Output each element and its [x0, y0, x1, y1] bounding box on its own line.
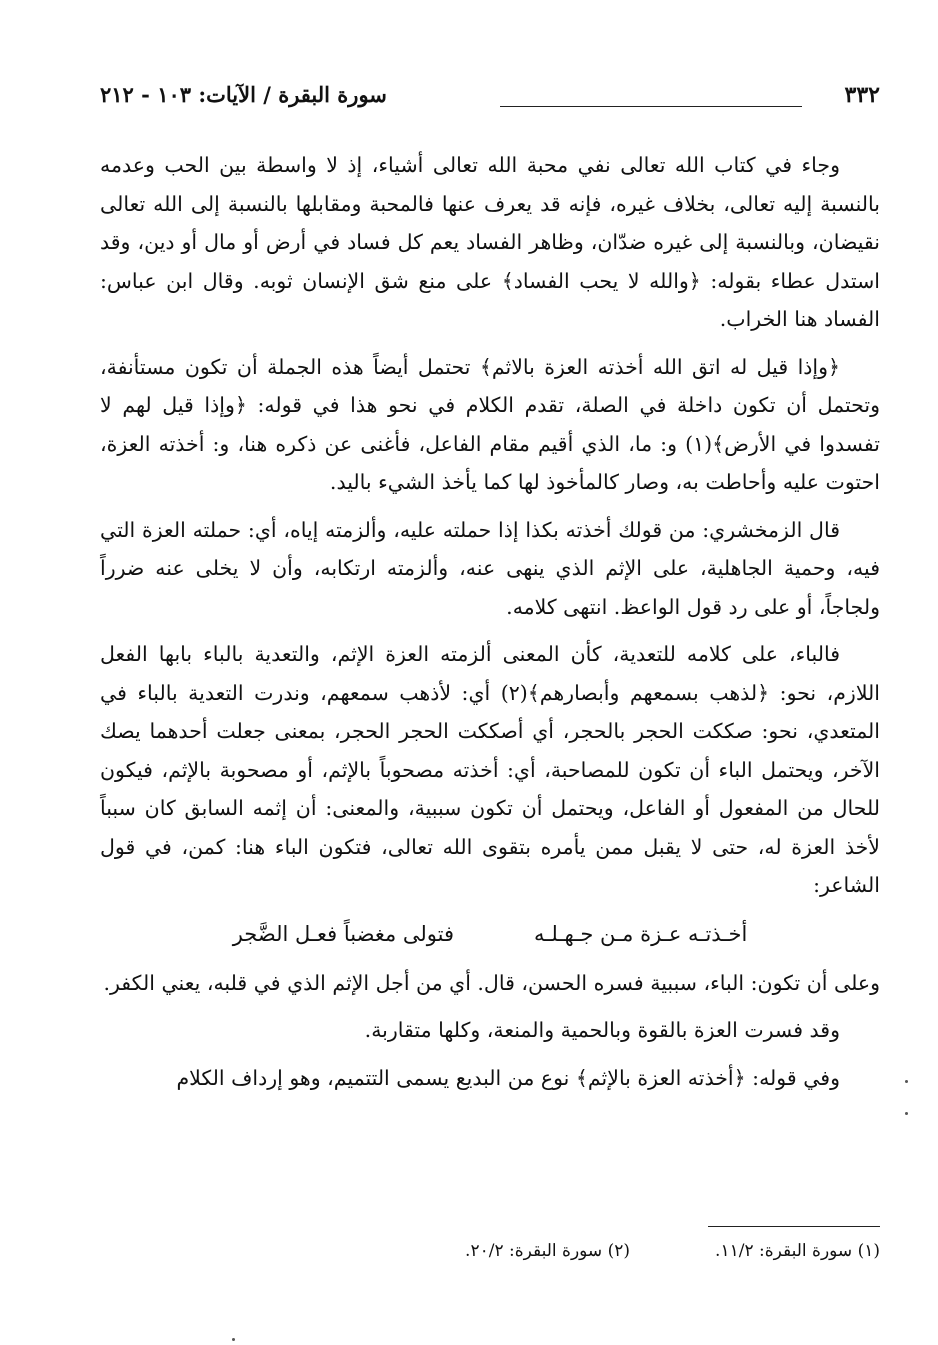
- paragraph-5: وعلى أن تكون: الباء، سببية فسره الحسن، قال. أي من أجل الإثم الذي في قلبه، يعني الكفر.: [103, 970, 880, 995]
- scan-speck: [232, 1338, 235, 1341]
- paragraph-6: وقد فسرت العزة بالقوة وبالحمية والمنعة، وكلها متقاربة.: [364, 1018, 840, 1042]
- book-page: [100, 78, 880, 1338]
- paragraph-2: ﴿وإذا قيل له اتق الله أخذته العزة بالاثم﴾ تحتمل أيضاً هذه الجملة أن تكون مستأنفة، وتحتمل أن تكون داخلة في الصلة، تقدم الكلام في نحو هذا في قوله: ﴿وإذا قيل لهم لا تفسدوا في الأرض﴾(١) و: ما، الذي أقيم مقام الفاعل، فأغنى عن ذكره هنا، و: أخذته العزة، احتوت عليه وأحاطت به، وصار كالمأخوذ لها كما يأخذ الشيء باليد.: [100, 354, 881, 494]
- header-rule: [500, 106, 802, 107]
- scan-speck: [905, 1080, 908, 1083]
- body-text: [100, 146, 880, 1106]
- footnote-2: (٢) سورة البقرة: ٢٠/٢.: [465, 1241, 630, 1261]
- poem-verse: [100, 914, 880, 954]
- poem-first-hemistich: أخـذتـه عـزة مـن جـهـلـه: [534, 921, 748, 946]
- paragraph-7: وفي قوله: ﴿أخذته العزة بالإثم﴾ نوع من البديع يسمى التتميم، وهو إرداف الكلام: [176, 1065, 840, 1090]
- poem-second-hemistich: فتولى مغضباً فعـل الضَّجر: [232, 921, 455, 946]
- footnote-rule: [708, 1226, 880, 1227]
- scan-speck: [905, 1112, 908, 1115]
- paragraph-4: فالباء، على كلامه للتعدية، كأن المعنى ألزمته العزة الإثم، والتعدية بالباء بابها الفعل اللازم، نحو: ﴿لذهب بسمعهم وأبصارهم﴾(٢) أي: لأذهب سمعهم، وندرت التعدية بالباء في المتعدي، نحو: صككت الحجر بالحجر، أي أصككت الحجر الحجر، بمعنى جعلت أحدهما يصك الآخر، ويحتمل الباء أن تكون للمصاحبة، أي: أخذته مصحوباً بالإثم، أو مصحوبة بالإثم، فيكون للحال من المفعول أو الفاعل، ويحتمل أن تكون سببية، والمعنى: أن إثمه السابق كان سبباً لأخذ العزة له، حتى لا يقبل ممن يأمره بتقوى الله تعالى، فتكون الباء هنا: كمن، في قول الشاعر:: [100, 642, 880, 897]
- page-number: ٣٣٢: [844, 82, 880, 108]
- footnote-1: (١) سورة البقرة: ١١/٢.: [715, 1241, 880, 1261]
- running-title: سورة البقرة / الآيات: ١٠٣ - ٢١٢: [100, 82, 387, 107]
- paragraph-1: وجاء في كتاب الله تعالى نفي محبة الله تعالى أشياء، إذ لا واسطة بين الحب وعدمه بالنسبة إليه تعالى، بخلاف غيره، فإنه قد يعرف عنها فالمحبة ومقابلها بالنسبة إلى الله تعالى نقيضان، وبالنسبة إلى غيره ضدّان، وظاهر الفساد يعم كل فساد في أرض أو مال أو دين، وقد استدل عطاء بقوله: ﴿والله لا يحب الفساد﴾ على منع شق الإنسان ثوبه. وقال ابن عباس: الفساد هنا الخراب.: [100, 153, 880, 331]
- footnotes: [100, 1236, 880, 1266]
- paragraph-3: قال الزمخشري: من قولك أخذته بكذا إذا حملته عليه، وألزمته إياه، أي: حملته العزة التي فيه، وحمية الجاهلية، على الإثم الذي ينهى عنه، وألزمته ارتكابه، وأن لا يخلى عنه ضرراً ولجاجاً، أو على رد قول الواعظ. انتهى كلامه.: [100, 517, 880, 619]
- page-header: [100, 78, 880, 118]
